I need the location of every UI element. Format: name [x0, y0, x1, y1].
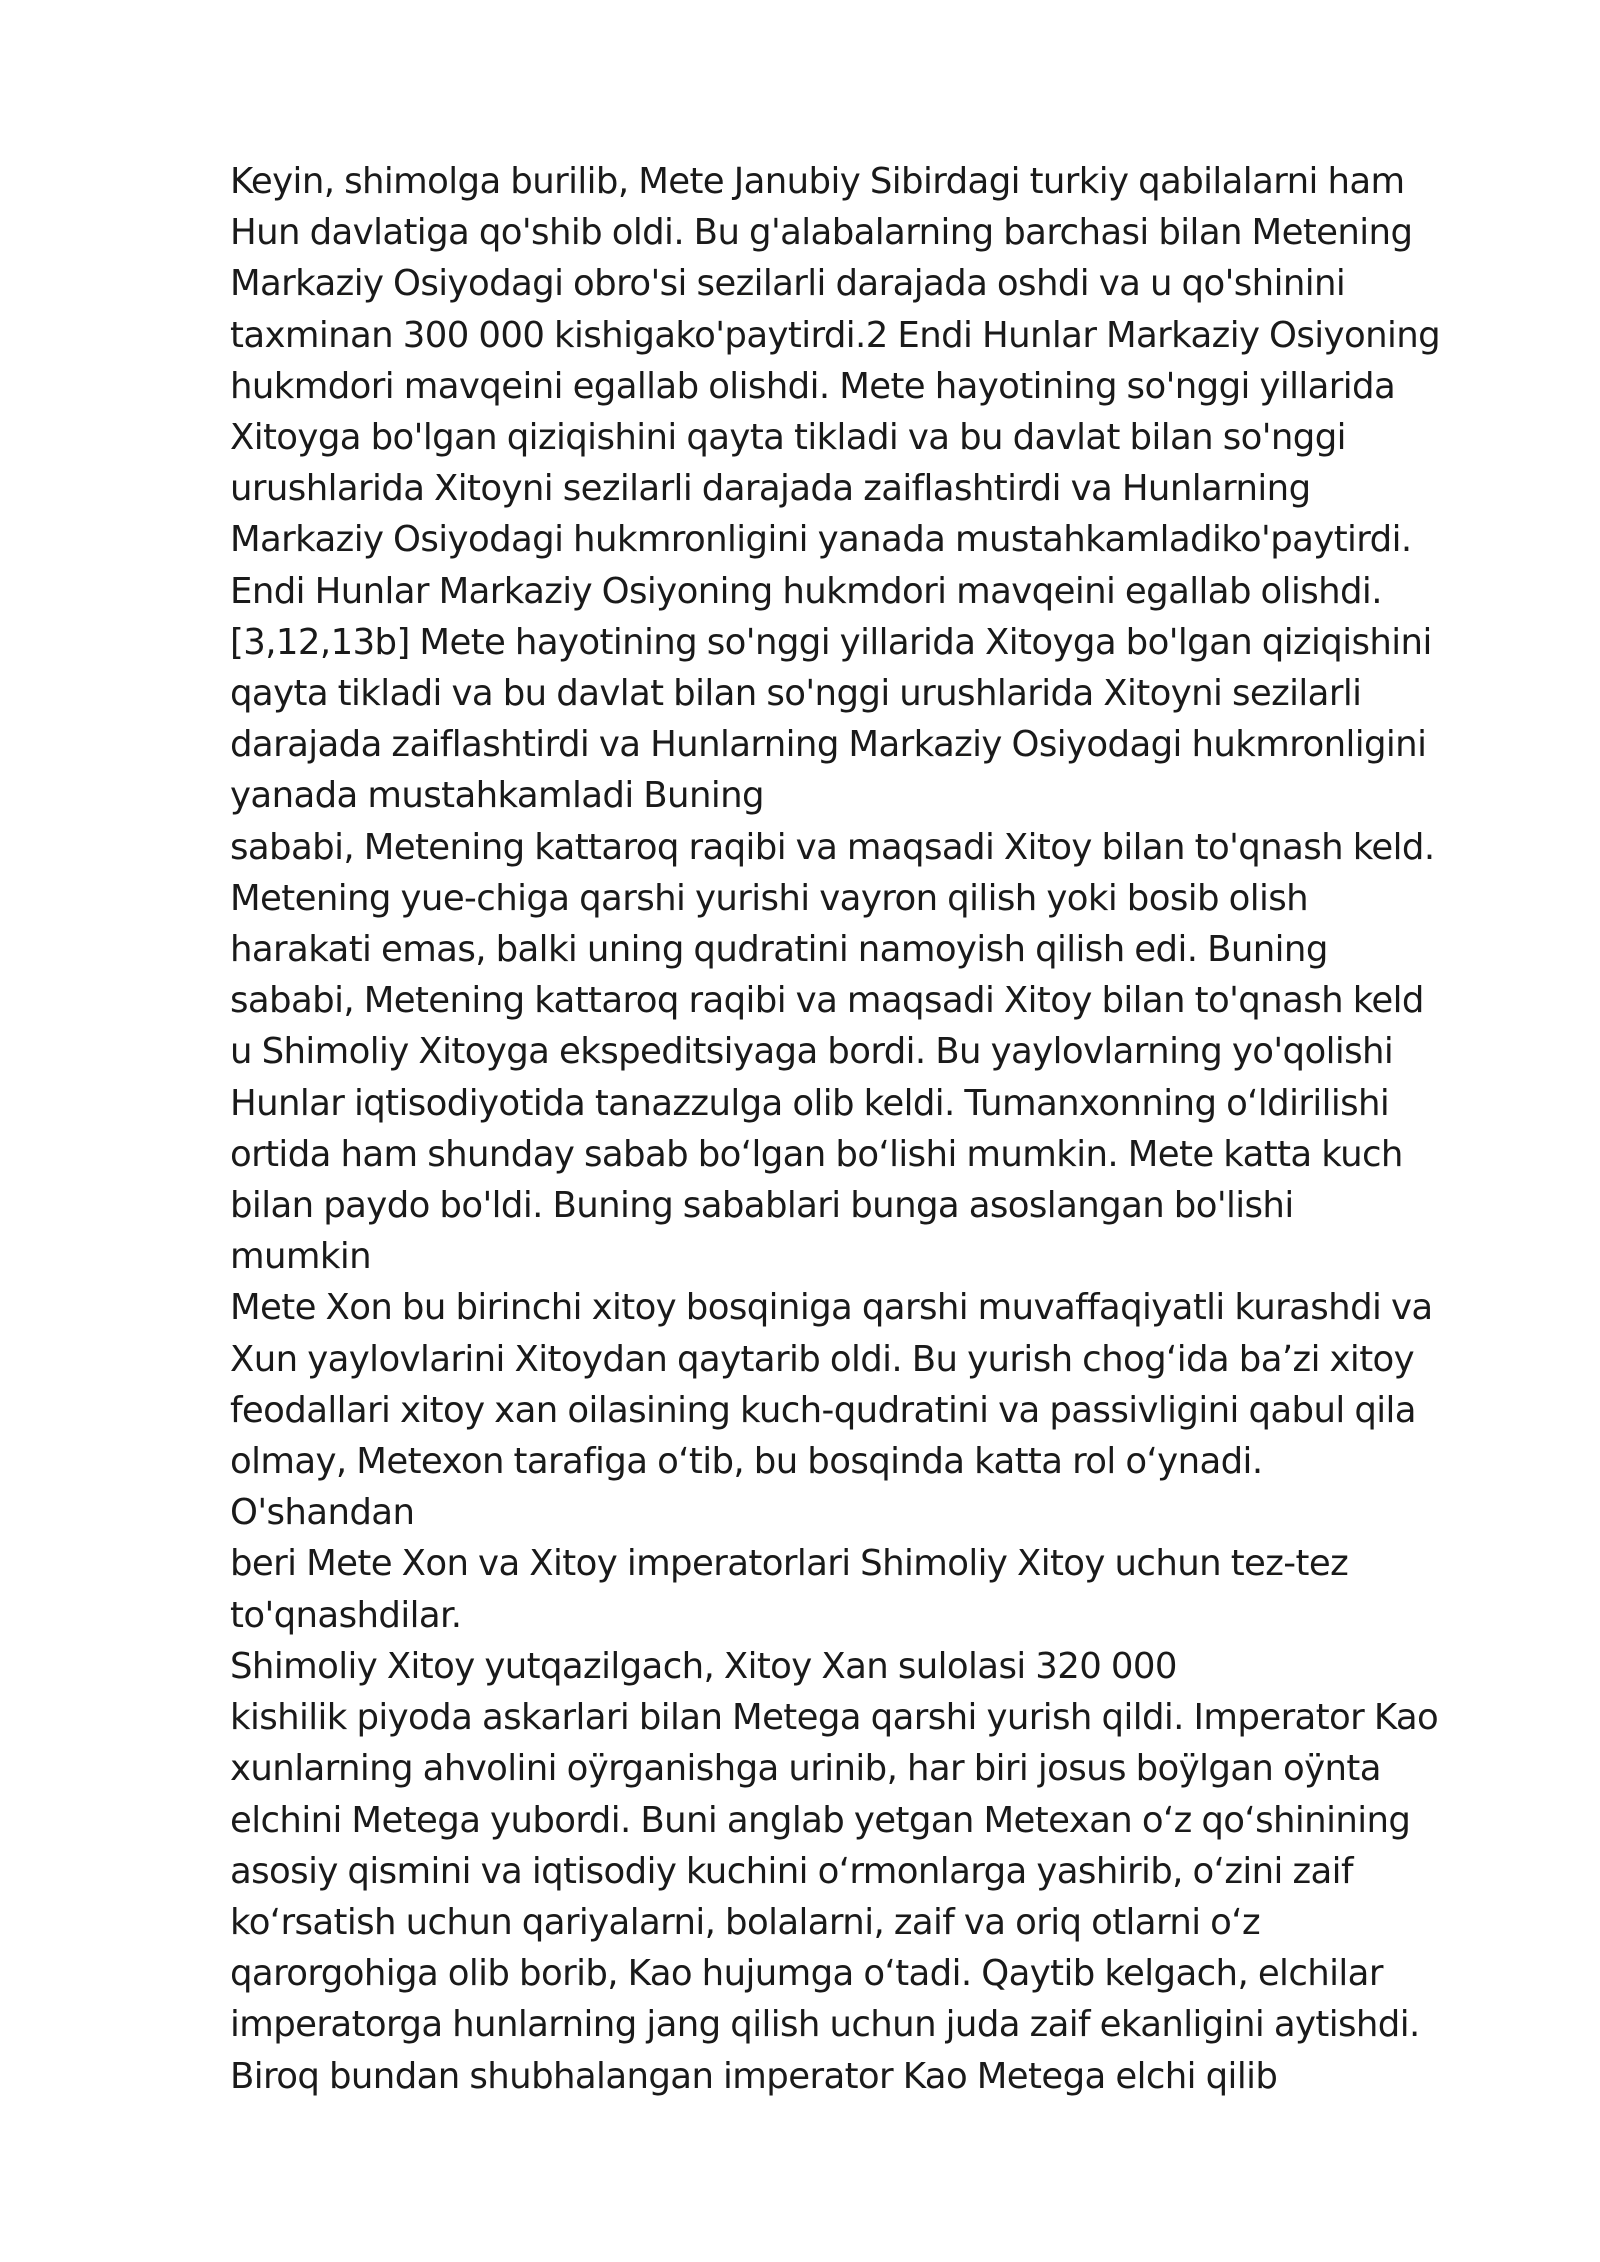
body-text	[230, 156, 1530, 2102]
text-line: Xitoyga bo'lgan qiziqishini qayta tikladi va bu davlat bilan so'nggi	[230, 417, 1346, 459]
text-line: hukmdori mavqeini egallab olishdi. Mete hayotining so'nggi yillarida	[230, 365, 1396, 407]
text-line: u Shimoliy Xitoyga ekspeditsiyaga bordi. Bu yaylovlarning yo'qolishi	[230, 1031, 1394, 1073]
text-line: qarorgohiga olib borib, Kao hujumga oʻtadi. Qaytib kelgach, elchilar	[230, 1953, 1383, 1995]
text-line: Shimoliy Xitoy yutqazilgach, Xitoy Xan sulolasi 320 000	[230, 1645, 1177, 1687]
text-line: Markaziy Osiyodagi obro'si sezilarli darajada oshdi va u qo'shinini	[230, 263, 1346, 305]
text-line: sababi, Metening kattaroq raqibi va maqsadi Xitoy bilan to'qnash keld.	[230, 826, 1435, 868]
text-line: qayta tikladi va bu davlat bilan so'nggi urushlarida Xitoyni sezilarli	[230, 673, 1362, 715]
text-line: to'qnashdilar.	[230, 1594, 462, 1636]
text-line: koʻrsatish uchun qariyalarni, bolalarni, zaif va oriq otlarni oʻz	[230, 1901, 1261, 1943]
text-line: feodallari xitoy xan oilasining kuch-qudratini va passivligini qabul qila	[230, 1389, 1416, 1431]
text-line: mumkin	[230, 1236, 371, 1278]
text-line: [3,12,13b] Mete hayotining so'nggi yillarida Xitoyga bo'lgan qiziqishini	[230, 621, 1432, 663]
text-line: imperatorga hunlarning jang qilish uchun juda zaif ekanligini aytishdi.	[230, 2004, 1420, 2046]
text-line: Xun yaylovlarini Xitoydan qaytarib oldi. Bu yurish chogʻida baʼzi xitoy	[230, 1338, 1415, 1380]
text-line: Metening yue-chiga qarshi yurishi vayron qilish yoki bosib olish	[230, 877, 1309, 919]
text-line: sababi, Metening kattaroq raqibi va maqsadi Xitoy bilan to'qnash keld	[230, 980, 1424, 1022]
text-line: Hunlar iqtisodiyotida tanazzulga olib keldi. Tumanxonning oʻldirilishi	[230, 1082, 1390, 1124]
text-line: ortida ham shunday sabab boʻlgan boʻlishi mumkin. Mete katta kuch	[230, 1133, 1403, 1175]
text-line: O'shandan	[230, 1492, 415, 1534]
text-line: Keyin, shimolga burilib, Mete Janubiy Sibirdagi turkiy qabilalarni ham	[230, 161, 1405, 202]
text-line: darajada zaiflashtirdi va Hunlarning Markaziy Osiyodagi hukmronligini	[230, 724, 1427, 766]
text-line: urushlarida Xitoyni sezilarli darajada zaiflashtirdi va Hunlarning	[230, 468, 1311, 510]
text-line: yanada mustahkamladi Buning	[230, 775, 764, 817]
text-line: Hun davlatiga qo'shib oldi. Bu g'alabalarning barchasi bilan Metening	[230, 212, 1413, 254]
text-line: Endi Hunlar Markaziy Osiyoning hukmdori mavqeini egallab olishdi.	[230, 570, 1382, 612]
text-line: harakati emas, balki uning qudratini namoyish qilish edi. Buning	[230, 929, 1328, 971]
text-line: xunlarning ahvolini oÿrganishga urinib, har biri josus boÿlgan oÿnta	[230, 1748, 1381, 1790]
text-line: elchini Metega yubordi. Buni anglab yetgan Metexan oʻz qoʻshinining	[230, 1799, 1411, 1841]
text-line: asosiy qismini va iqtisodiy kuchini oʻrmonlarga yashirib, oʻzini zaif	[230, 1850, 1353, 1892]
text-line: kishilik piyoda askarlari bilan Metega qarshi yurish qildi. Imperator Kao	[230, 1697, 1439, 1739]
text-line: Markaziy Osiyodagi hukmronligini yanada mustahkamladiko'paytirdi.	[230, 519, 1412, 561]
text-line: bilan paydo bo'ldi. Buning sabablari bunga asoslangan bo'lishi	[230, 1185, 1294, 1227]
text-line: Biroq bundan shubhalangan imperator Kao Metega elchi qilib	[230, 2055, 1278, 2097]
text-line: taxminan 300 000 kishigako'paytirdi.2 Endi Hunlar Markaziy Osiyoning	[230, 314, 1441, 356]
text-line: olmay, Metexon tarafiga oʻtib, bu bosqinda katta rol oʻynadi.	[230, 1441, 1263, 1483]
text-line: beri Mete Xon va Xitoy imperatorlari Shimoliy Xitoy uchun tez-tez	[230, 1543, 1349, 1585]
text-line: Mete Xon bu birinchi xitoy bosqiniga qarshi muvaffaqiyatli kurashdi va	[230, 1287, 1433, 1329]
